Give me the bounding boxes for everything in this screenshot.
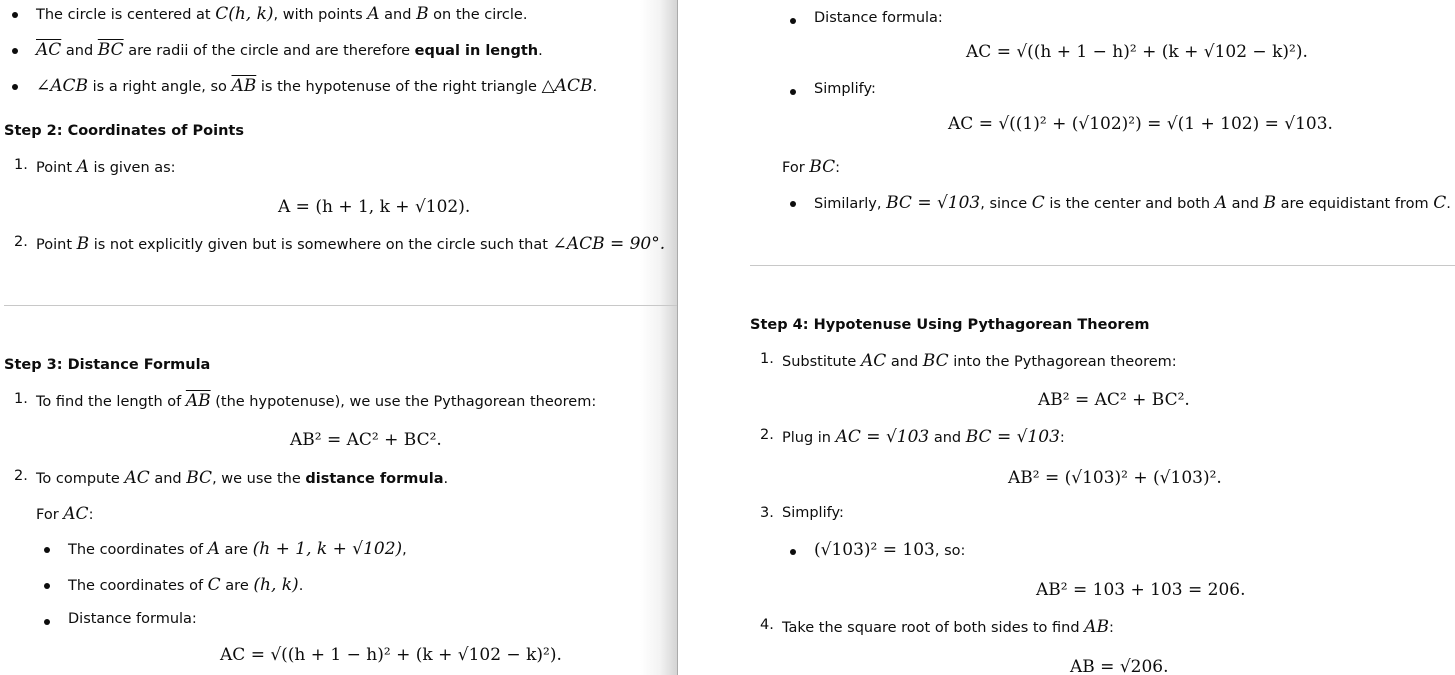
step4-heading: Step 4: Hypotenuse Using Pythagorean Theorem xyxy=(750,317,1150,333)
bullet-dot xyxy=(12,84,18,90)
bullet-dot xyxy=(790,549,796,555)
bullet-dot xyxy=(790,201,796,207)
left-panel xyxy=(0,0,678,675)
list-number: 2. xyxy=(760,427,774,443)
equation-plug-in: AB² = (√103)² + (√103)². xyxy=(1008,468,1222,488)
equation-distance-ac: AC = √((h + 1 − h)² + (k + √102 − k)²). xyxy=(966,42,1308,62)
step2-item1: Point A is given as: xyxy=(36,157,176,177)
equation-distance-ac: AC = √((h + 1 − h)² + (k + √102 − k)²). xyxy=(220,645,562,665)
equation-pythagorean: AB² = AC² + BC². xyxy=(1038,390,1190,410)
equation-sum: AB² = 103 + 103 = 206. xyxy=(1036,580,1246,600)
step3-item1: To find the length of $\overline{AB}$ (the hypotenuse), we use the Pythagorean theorem: xyxy=(36,391,597,411)
for-bc-label: For BC: xyxy=(782,157,840,177)
list-number: 3. xyxy=(760,505,774,521)
step4-item1: Substitute AC and BC into the Pythagorean theorem: xyxy=(782,351,1177,371)
list-number: 1. xyxy=(14,157,28,173)
equation-pythagorean: AB² = AC² + BC². xyxy=(290,430,442,450)
similarly-bc: Similarly, BC = √103, since C is the center and both A and B are equidistant from C. xyxy=(814,193,1451,213)
bullet-dot xyxy=(12,48,18,54)
bullet-dot xyxy=(44,583,50,589)
bullet-dot xyxy=(12,12,18,18)
step4-item2: Plug in AC = √103 and BC = √103: xyxy=(782,427,1065,447)
list-number: 1. xyxy=(760,351,774,367)
list-number: 2. xyxy=(14,468,28,484)
distance-formula-label: Distance formula: xyxy=(814,10,943,26)
bullet-radii: $\overline{AC}$ and $\overline{BC}$ are radii of the circle and are therefore equal in length. xyxy=(36,40,543,60)
list-number: 2. xyxy=(14,234,28,250)
step3-heading: Step 3: Distance Formula xyxy=(4,357,211,373)
step2-item2: Point B is not explicitly given but is somewhere on the circle such that ∠ACB = 90°. xyxy=(36,234,666,254)
right-panel xyxy=(678,0,1455,675)
for-ac-label: For AC: xyxy=(36,504,94,524)
step4-item4: Take the square root of both sides to find AB: xyxy=(782,617,1114,637)
coords-a: The coordinates of A are (h + 1, k + √102), xyxy=(68,539,407,559)
simplify-label: Simplify: xyxy=(814,81,876,97)
section-divider xyxy=(750,265,1455,266)
bullet-dot xyxy=(790,89,796,95)
bullet-dot xyxy=(44,547,50,553)
step4-item3: Simplify: xyxy=(782,505,844,521)
simplify-sqrt: (√103)² = 103, so: xyxy=(814,540,966,560)
equation-point-a: A = (h + 1, k + √102). xyxy=(278,197,471,217)
step2-heading: Step 2: Coordinates of Points xyxy=(4,123,244,139)
list-number: 1. xyxy=(14,391,28,407)
bullet-dot xyxy=(44,619,50,625)
equation-result: AB = √206. xyxy=(1070,657,1169,675)
section-divider xyxy=(4,305,677,306)
equation-simplify-ac: AC = √((1)² + (√102)²) = √(1 + 102) = √103. xyxy=(948,114,1333,134)
bullet-right-angle: ∠ACB is a right angle, so $\overline{AB}$ is the hypotenuse of the right triangle △ACB. xyxy=(36,76,598,96)
coords-c: The coordinates of C are (h, k). xyxy=(68,575,304,595)
bullet-dot xyxy=(790,18,796,24)
distance-formula-label: Distance formula: xyxy=(68,611,197,627)
list-number: 4. xyxy=(760,617,774,633)
bullet-circle-center: The circle is centered at C(h, k), with points A and B on the circle. xyxy=(36,4,528,24)
step3-item2: To compute AC and BC, we use the distance formula. xyxy=(36,468,449,488)
